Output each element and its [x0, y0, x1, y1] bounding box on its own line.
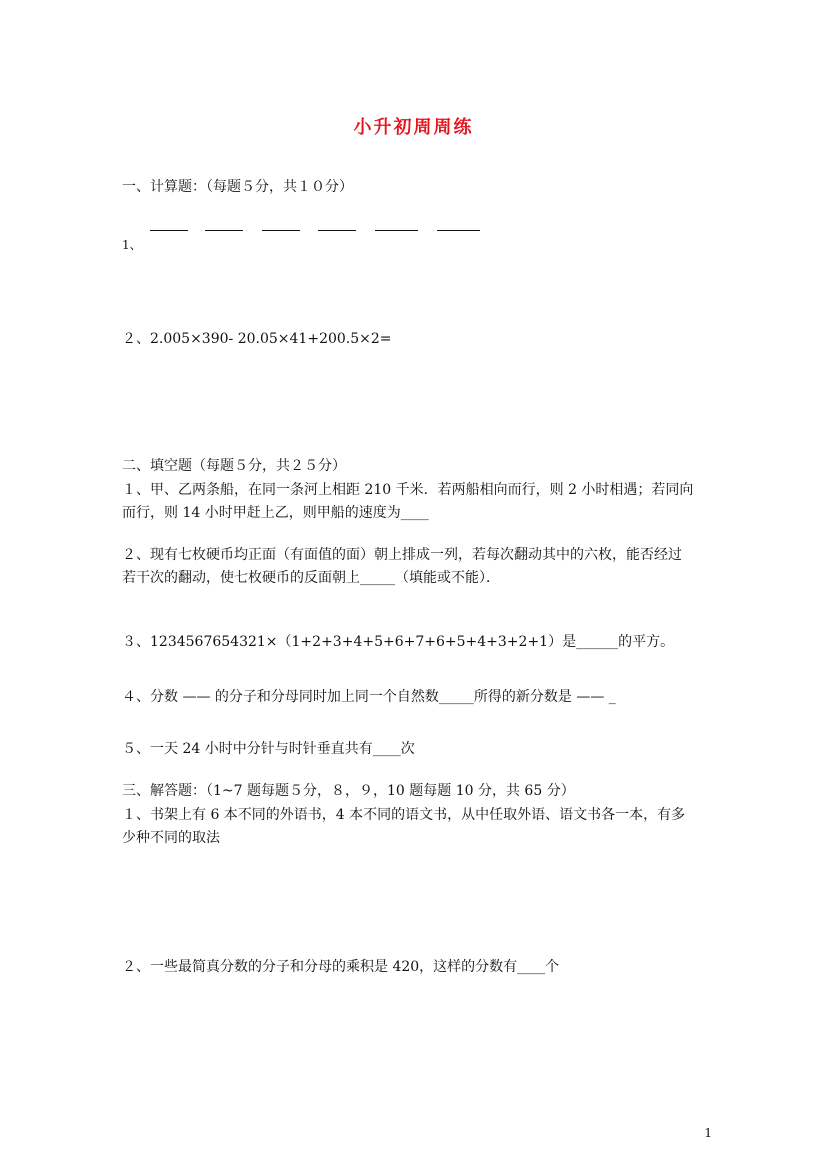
question-text: ３、1234567654321×（1+2+3+4+5+6+7+6+5+4+3+2+1）是______的平方。	[122, 634, 675, 650]
section1-heading: 一、计算题：（每题５分，共１０分）	[122, 179, 353, 195]
question-text: 若干次的翻动，使七枚硬币的反面朝上_____（填能或不能）．	[122, 570, 500, 586]
question-text: 而行，则 14 小时甲赶上乙，则甲船的速度为____	[122, 505, 429, 521]
answer-blank	[437, 230, 480, 231]
section3-heading: 三、解答题：（1~7 题每题５分，８，９，10 题每题 10 分，共 65 分）	[122, 783, 575, 799]
question-text: ５、一天 24 小时中分针与时针垂直共有____次	[122, 741, 415, 757]
answer-blank	[205, 230, 243, 231]
question-text: ２、一些最简真分数的分子和分母的乘积是 420，这样的分数有____个	[122, 959, 560, 975]
question-text: １、甲、乙两条船，在同一条河上相距 210 千米．若两船相向而行，则 2 小时相遇；若同向	[122, 482, 694, 498]
question-text: ２、现有七枚硬币均正面（有面值的面）朝上排成一列，若每次翻动其中的六枚，能否经过	[122, 547, 682, 563]
answer-blank	[262, 230, 300, 231]
question-label: 1、	[122, 238, 142, 252]
answer-blank	[150, 230, 188, 231]
question-text: 少种不同的取法	[122, 830, 220, 846]
page-number: 1	[704, 1126, 712, 1140]
question-text: １、书架上有 6 本不同的外语书，4 本不同的语文书，从中任取外语、语文书各一本，有多	[122, 807, 686, 823]
section2-heading: 二、填空题（每题５分，共２５分）	[122, 458, 346, 474]
answer-blank	[375, 230, 418, 231]
question-text: ２、2.005×390- 20.05×41+200.5×2=	[122, 331, 392, 347]
question-text: ４、分数 —— 的分子和分母同时加上同一个自然数_____所得的新分数是 —— _	[122, 689, 616, 705]
answer-blank	[318, 230, 356, 231]
document-title: 小升初周周练	[353, 117, 474, 138]
